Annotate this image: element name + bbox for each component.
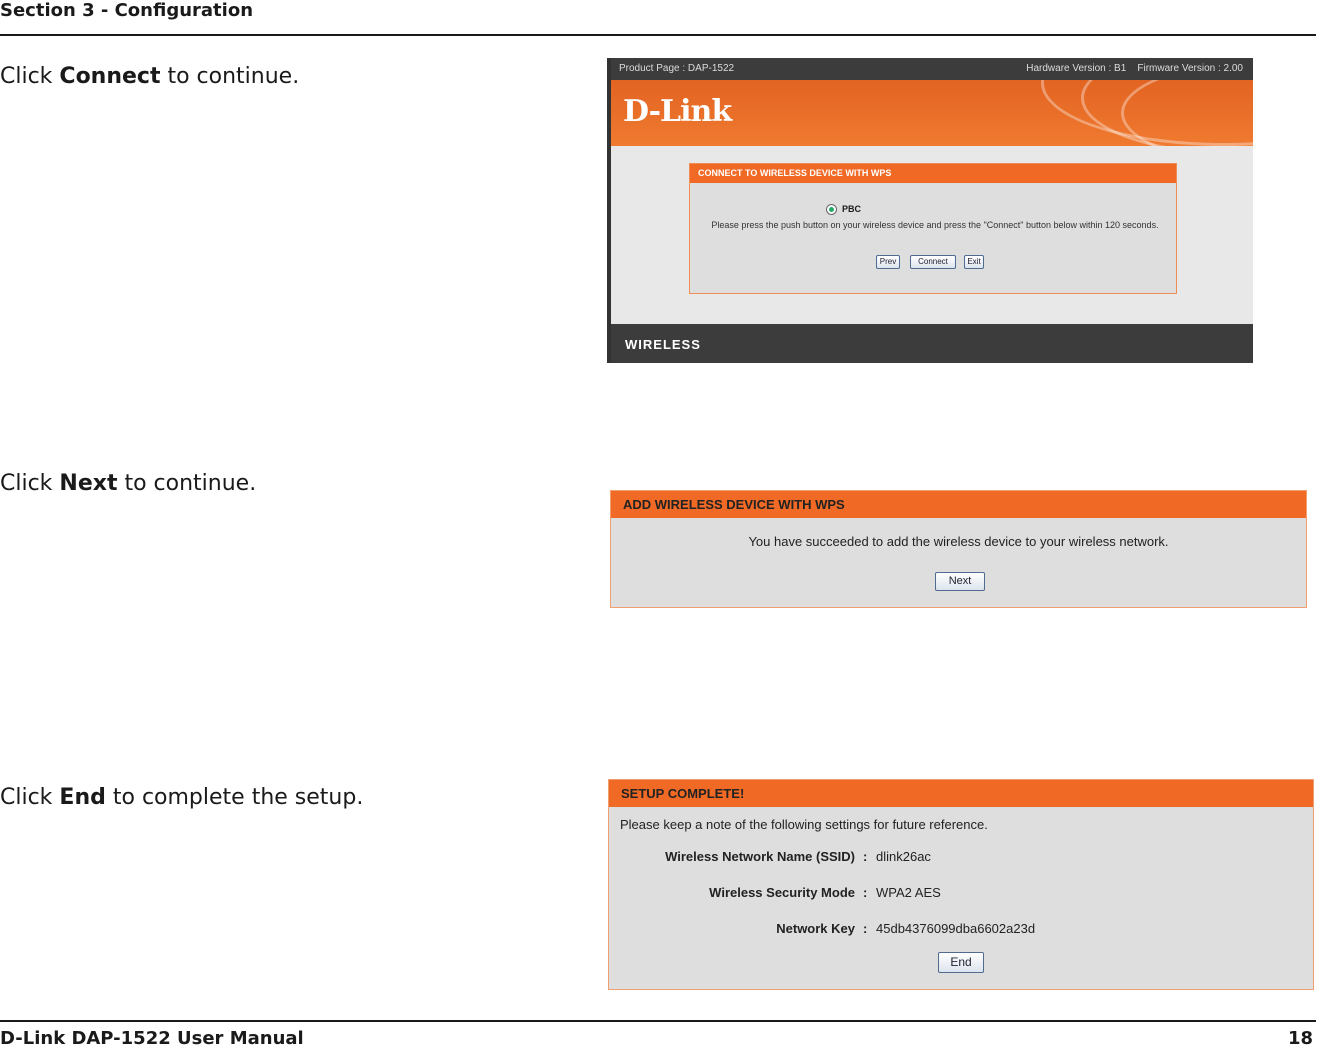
dlink-logo: D-Link — [623, 94, 732, 129]
field-separator: : — [863, 849, 868, 864]
panel-header — [609, 780, 1313, 807]
pbc-label: PBC — [842, 204, 862, 214]
security-mode-label: Wireless Security Mode — [709, 885, 855, 900]
banner-swoosh — [1121, 80, 1253, 146]
instruction-pre: Click — [0, 64, 60, 89]
security-mode-value: WPA2 AES — [876, 885, 941, 900]
instruction-post: to continue. — [160, 64, 300, 89]
ssid-label: Wireless Network Name (SSID) — [665, 849, 855, 864]
connect-button[interactable]: Connect — [910, 255, 956, 269]
wps-connect-panel — [689, 163, 1177, 294]
next-button[interactable]: Next — [935, 572, 985, 591]
product-bar — [611, 58, 1253, 80]
panel-title: CONNECT TO WIRELESS DEVICE WITH WPS — [698, 168, 892, 178]
panel-title: SETUP COMPLETE! — [621, 786, 745, 801]
reference-note: Please keep a note of the following settings for future reference. — [620, 817, 988, 832]
panel-title: ADD WIRELESS DEVICE WITH WPS — [623, 497, 845, 512]
instruction-action: Connect — [59, 64, 161, 89]
manual-title: D-Link DAP-1522 User Manual — [0, 1028, 304, 1049]
page-number: 18 — [1287, 1028, 1313, 1049]
instruction-post: to continue. — [117, 471, 257, 496]
wireless-brand: WIRELESS — [625, 337, 701, 352]
end-button[interactable]: End — [938, 952, 984, 973]
instruction-end — [0, 785, 363, 810]
success-message: You have succeeded to add the wireless device to your wireless network. — [748, 534, 1169, 549]
dlink-banner — [611, 80, 1253, 146]
wps-connect-screenshot — [607, 58, 1253, 363]
product-page-label: Product Page : DAP-1522 — [619, 63, 735, 74]
ssid-value: dlink26ac — [876, 849, 931, 864]
instruction-action: Next — [59, 471, 118, 496]
panel-header — [690, 164, 1176, 183]
field-separator: : — [863, 921, 868, 936]
network-key-value: 45db4376099dba6602a23d — [876, 921, 1036, 936]
instruction-post: to complete the setup. — [105, 785, 364, 810]
pbc-instructions: Please press the push button on your wireless device and press the "Connect" button below within 120 seconds. — [711, 220, 1159, 230]
pbc-radio[interactable] — [826, 204, 837, 215]
instruction-next — [0, 471, 256, 496]
section-header: Section 3 - Configuration — [0, 0, 254, 21]
field-separator: : — [863, 885, 868, 900]
setup-complete-screenshot — [608, 779, 1314, 990]
wireless-footer — [611, 324, 1253, 363]
network-key-label: Network Key — [776, 921, 855, 936]
instruction-pre: Click — [0, 785, 60, 810]
exit-button[interactable]: Exit — [964, 255, 984, 269]
footer-rule — [0, 1020, 1316, 1022]
header-rule — [0, 34, 1316, 36]
panel-header — [611, 491, 1306, 518]
instruction-action: End — [59, 785, 106, 810]
prev-button[interactable]: Prev — [876, 255, 900, 269]
instruction-connect — [0, 64, 299, 89]
wps-success-screenshot — [610, 490, 1307, 608]
version-label: Hardware Version : B1 Firmware Version : 2.00 — [1026, 63, 1243, 74]
instruction-pre: Click — [0, 471, 60, 496]
